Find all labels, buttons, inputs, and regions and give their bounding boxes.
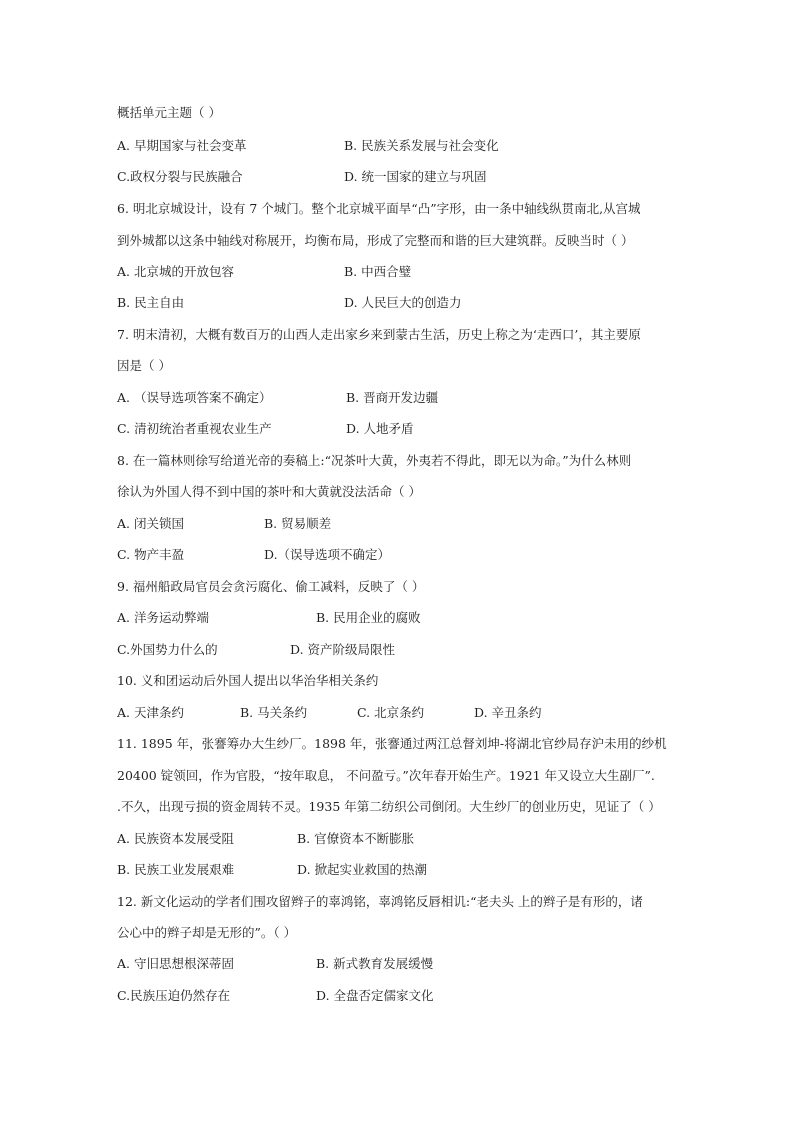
q9-option-d: D. 资产阶级局限性 bbox=[290, 642, 396, 657]
q11-option-d: D. 掀起实业救国的热潮 bbox=[297, 862, 428, 877]
q6-option-c: B. 民主自由 bbox=[117, 295, 185, 310]
q8-option-a: A. 闭关锁国 bbox=[117, 516, 184, 531]
q5-option-a: A. 早期国家与社会变革 bbox=[117, 138, 247, 153]
q12-option-a: A. 守旧思想根深蒂固 bbox=[117, 956, 234, 971]
q7-option-d: D. 人地矛盾 bbox=[346, 421, 414, 436]
q10-option-d: D. 辛丑条约 bbox=[474, 705, 542, 720]
q10-option-a: A. 天津条约 bbox=[117, 705, 184, 720]
q10-option-c: C. 北京条约 bbox=[357, 705, 425, 720]
q7-option-a: A. （误导选项答案不确定） bbox=[117, 390, 272, 405]
q11-option-a: A. 民族资本发展受阻 bbox=[117, 831, 234, 846]
q5-option-c: C.政权分裂与民族融合 bbox=[117, 169, 243, 184]
q11-stem-line1: 11. 1895 年，张謇筹办大生纱厂。1898 年，张謇通过两江总督刘坤-将湖北官纱局存沪未用的纱机 bbox=[117, 736, 667, 751]
q11-stem-line2: 20400 锭领回，作为官股，“按年取息， 不问盈亏。”次年春开始生产。1921 年又设立大生副厂”. bbox=[117, 768, 655, 783]
q8-option-b: B. 贸易顺差 bbox=[264, 516, 332, 531]
q10-option-b: B. 马关条约 bbox=[240, 705, 308, 720]
q12-option-b: B. 新式教育发展缓慢 bbox=[316, 956, 434, 971]
q5-option-b: B. 民族关系发展与社会变化 bbox=[344, 138, 499, 153]
q12-option-d: D. 全盘否定儒家文化 bbox=[316, 988, 434, 1003]
q11-stem-line3: .不久，出现亏损的资金周转不灵。1935 年第二纺织公司倒闭。大生纱厂的创业历史，见证了（ ） bbox=[117, 799, 661, 814]
q7-stem-line1: 7. 明末清初，大概有数百万的山西人走出家乡来到蒙古生活，历史上称之为‘走西口’，其主要原 bbox=[117, 327, 641, 342]
q9-option-c: C.外国势力什么的 bbox=[117, 642, 218, 657]
q11-option-c: B. 民族工业发展艰难 bbox=[117, 862, 235, 877]
q7-option-b: B. 晋商开发边疆 bbox=[346, 390, 439, 405]
q6-stem-line1: 6. 明北京城设计，设有 7 个城门。整个北京城平面旱“凸”字形，由一条中轴线纵贯南北,从宫城 bbox=[117, 201, 641, 216]
q11-option-b: B. 官僚资本不断膨胀 bbox=[297, 831, 415, 846]
q8-option-c: C. 物产丰盈 bbox=[117, 547, 185, 562]
q7-option-c: C. 清初统治者重视农业生产 bbox=[117, 421, 272, 436]
q5-stem: 概括单元主题（ ） bbox=[117, 105, 221, 120]
q12-option-c: C.民族压迫仍然存在 bbox=[117, 988, 231, 1003]
q6-option-b: B. 中西合璧 bbox=[344, 264, 412, 279]
q12-stem-line2: 公心中的辫子却是无形的”。（ ） bbox=[117, 925, 297, 940]
q6-option-d: D. 人民巨大的创造力 bbox=[344, 295, 462, 310]
q6-stem-line2: 到外城都以这条中轴线对称展开，均衡布局，形成了完整而和谐的巨大建筑群。反映当时（ ） bbox=[117, 233, 634, 248]
q8-stem-line1: 8. 在一篇林则徐写给道光帝的奏稿上:“况茶叶大黄，外夷若不得此，即无以为命。”为什么林则 bbox=[117, 453, 632, 468]
q12-stem-line1: 12. 新文化运动的学者们围攻留辫子的辜鸿铭，辜鸿铭反唇相讥:“老夫头 上的辫子是有形的，诸 bbox=[117, 894, 643, 909]
q8-stem-line2: 徐认为外国人得不到中国的茶叶和大黄就没法活命（ ） bbox=[117, 484, 421, 499]
q7-stem-line2: 因是（ ） bbox=[117, 358, 171, 373]
q10-stem: 10. 义和团运动后外国人提出以华治华相关条约 bbox=[117, 673, 379, 688]
q6-option-a: A. 北京城的开放包容 bbox=[117, 264, 234, 279]
q9-option-a: A. 洋务运动弊端 bbox=[117, 610, 209, 625]
q5-option-d: D. 统一国家的建立与巩固 bbox=[344, 169, 487, 184]
q9-option-b: B. 民用企业的腐败 bbox=[316, 610, 421, 625]
q8-option-d: D.（误导选项不确定） bbox=[264, 547, 391, 562]
q9-stem: 9. 福州船政局官员会贪污腐化、偷工减料，反映了（ ） bbox=[117, 579, 425, 594]
